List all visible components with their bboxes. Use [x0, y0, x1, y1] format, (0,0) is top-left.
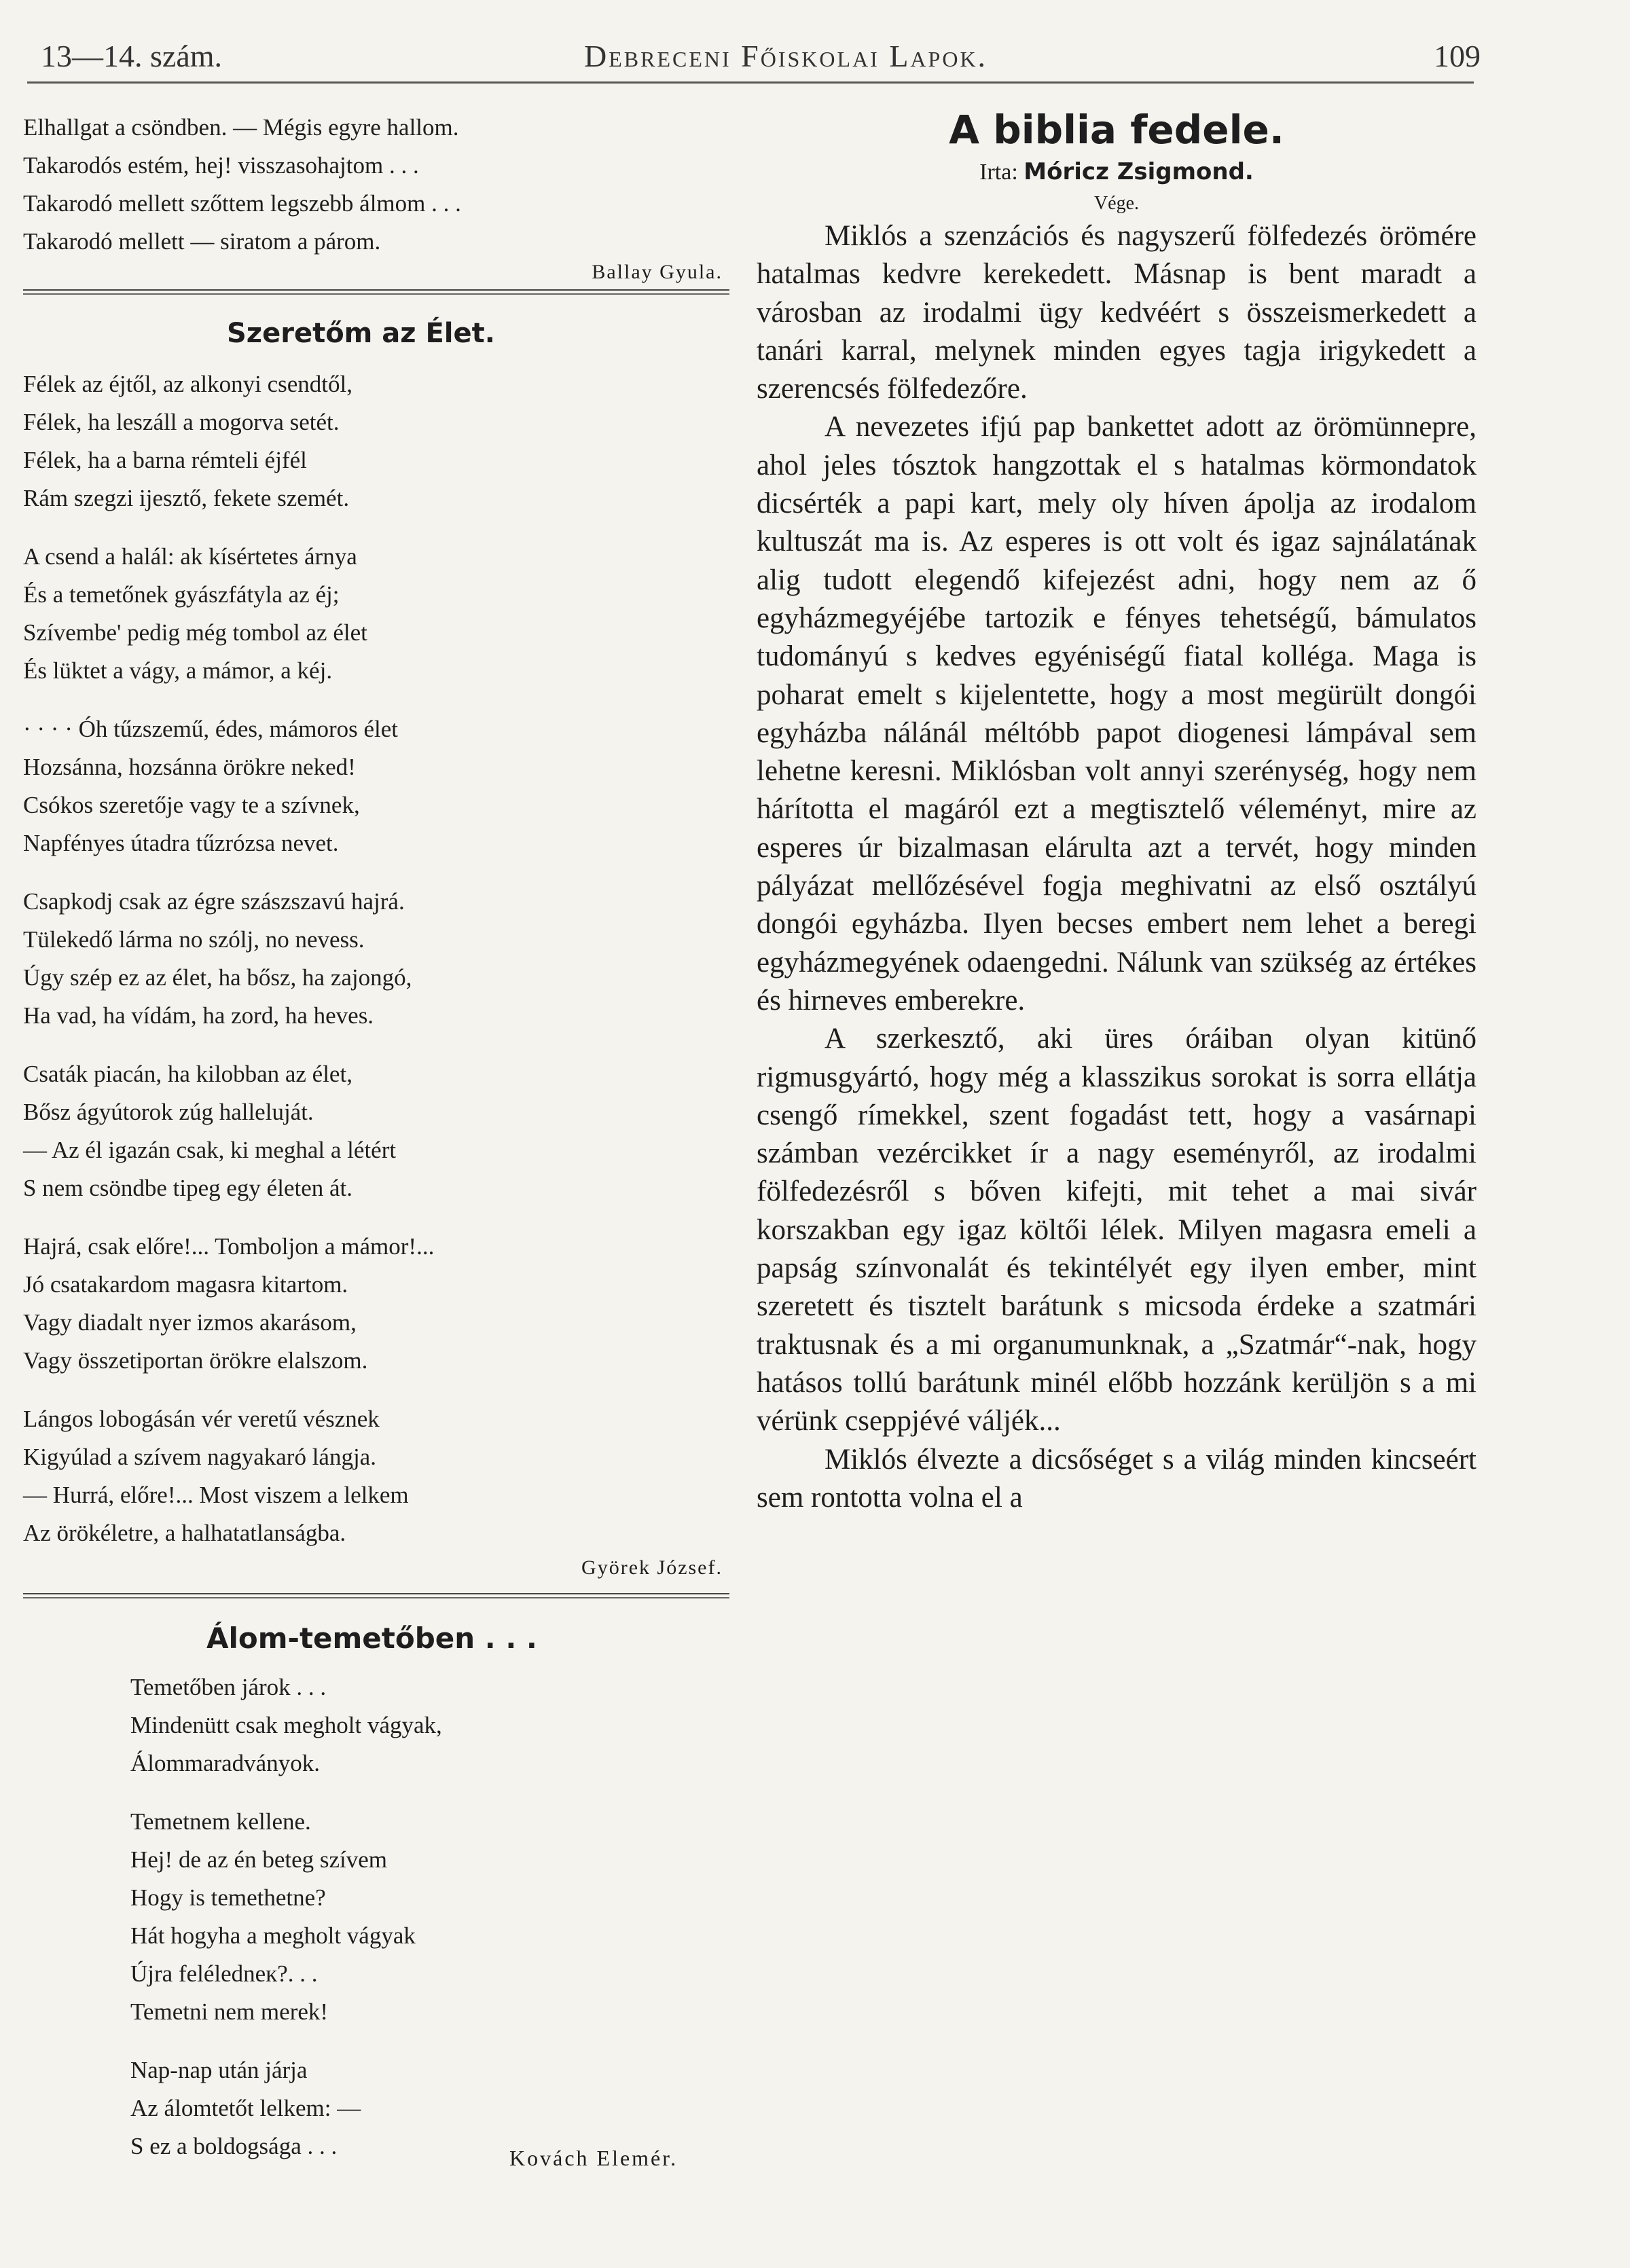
page-header [41, 38, 1481, 79]
poem-alom-temetoben [23, 1622, 729, 2165]
poem-line: Rám szegzi ijesztő, fekete szemét. [23, 485, 350, 511]
poem-line: Hajrá, csak előre!... Tomboljon a mámor!... [23, 1233, 435, 1260]
poem-line: Vagy összetiportan örökre elalszom. [23, 1347, 368, 1374]
poem-fragment [23, 109, 729, 295]
poem-line: Temetnem kellene. [130, 1808, 311, 1835]
article-title: A biblia fedele. [949, 107, 1284, 153]
poem-line: Kigyúlad a szívem nagyakaró lángja. [23, 1444, 376, 1470]
poem-stanza [23, 1228, 729, 1380]
poem-line: Az álomtetőt lelkem: — [130, 2095, 361, 2121]
left-column [23, 109, 729, 2186]
poem-stanza [23, 883, 729, 1035]
article-paragraph: Miklós a szenzációs és nagyszerű fölfedezés örömére hatalmas kedvre kerekedett. Másnap is bent maradt a városban az irodalmi ügy kedvéért s összeismerkedett a tanári karral, melynek minden egyes tagja irigykedett a szerencsés fölfedezőre. [757, 220, 1477, 405]
poem-title: Álom-temetőben . . . [206, 1622, 537, 1655]
poem-line: Hogy is temethetne? [130, 1884, 326, 1911]
poem-line: Temetni nem merek! [130, 1998, 329, 2025]
right-column [757, 105, 1477, 1517]
poem-szeretom [23, 318, 729, 1598]
poem-stanza [23, 710, 729, 862]
page-number: 109 [1434, 39, 1481, 73]
header-rule [27, 81, 1474, 84]
poem-line: Félek, ha a barna rémteli éjfél [23, 447, 307, 473]
article-byline [757, 154, 1477, 190]
poem-line: — Az él igazán csak, ki meghal a létért [23, 1137, 397, 1163]
poem-line: Csapkodj csak az égre szászszavú hajrá. [23, 888, 405, 915]
poem-line: Bősz ágyútorok zúg halleluját. [23, 1099, 314, 1125]
poem-line: Csókos szeretője vagy te a szívnek, [23, 792, 360, 818]
poem-line: És a temetőnek gyászfátyla az éj; [23, 581, 340, 608]
poem-line: Csaták piacán, ha kilobban az élet, [23, 1061, 352, 1087]
poem-line: · · · · Óh tűzszemű, édes, mámoros élet [23, 716, 399, 742]
issue-number: 13—14. szám. [41, 39, 223, 73]
section-divider [23, 1597, 729, 1598]
poem-line: — Hurrá, előre!... Most viszem a lelkem [23, 1482, 409, 1508]
poem-line: Hát hogyha a megholt vágyak [130, 1922, 416, 1949]
poem-line: Tülekedő lárma no szólj, no nevess. [23, 926, 365, 953]
poem-stanza [130, 1803, 729, 2031]
poem-line: Takarodó mellett — siratom a párom. [23, 228, 381, 255]
poem-author: Ballay Gyula. [592, 261, 723, 283]
section-divider [23, 289, 729, 291]
section-divider [23, 1593, 729, 1594]
article-paragraph: A nevezetes ifjú pap bankettet adott az örömünnepre, ahol jeles tósztok hangzottak el s hatalmas körmondatok dicsérték a papi kart, mely oly híven ápolja az irodalom kultuszát ma is. Az esperes is ott volt és igaz sajnálatának alig tudott elegendő kifejezést adni, hogy nem az ő egyházmegyéjébe tartozik e fényes tehetségű, bámulatos tudományú s kedves egyéniségű fiatal kolléga. Maga is poharat emelt s kijelentette, hogy a most megürült dongói egyházba nálánál méltóbb papot diogenesi lámpával sem lehetne keresni. Miklósban volt annyi szerénység, hogy nem hárította el magáról ezt a megtisztelő véleményt, mire az esperes úr bizalmasan elárulta azt a tervét, hogy minden pályázat mellőzésével fogja meghivatni az első osztályú dongói egyházba. Ilyen becses embert nem lehet a beregi egyházmegyének odaengedni. Nálunk van szükség az értékes és hirneves emberekre. [757, 411, 1477, 1017]
poem-line: Újra feléledneк?. . . [130, 1960, 318, 1987]
poem-line: Hej! de az én beteg szívem [130, 1846, 388, 1873]
poem-line: Úgy szép ez az élet, ha bősz, ha zajongó, [23, 964, 412, 991]
poem-line: Takarodós estém, hej! visszasohajtom . . . [23, 152, 419, 179]
poem-line: Szívembe' pedig még tombol az élet [23, 619, 367, 646]
poem-line: S ez a boldogsága . . . [130, 2133, 338, 2159]
poem-line: Jó csatakardom magasra kitartom. [23, 1271, 348, 1298]
poem-author: Györek József. [581, 1556, 723, 1579]
poem-line: Hozsánna, hozsánna örökre neked! [23, 754, 356, 780]
poem-line: Napfényes útadra tűzrózsa nevet. [23, 830, 339, 856]
poem-line: Nap-nap után járja [130, 2057, 308, 2083]
poem-line: Félek, ha leszáll a mogorva setét. [23, 409, 340, 435]
poem-line: Vagy diadalt nyer izmos akarásom, [23, 1309, 357, 1336]
poem-stanza [23, 1400, 729, 1552]
poem-stanza [130, 1668, 729, 1782]
poem-line: A csend a halál: ak kísértetes árnya [23, 543, 357, 570]
poem-line: S nem csöndbe tipeg egy életen át. [23, 1175, 352, 1201]
poem-line: Elhallgat a csöndben. — Mégis egyre hallom. [23, 114, 459, 141]
poem-line: Lángos lobogásán vér veretű vésznek [23, 1406, 380, 1432]
poem-line: És lüktet a vágy, a mámor, a kéj. [23, 657, 333, 684]
byline-author: Móricz Zsigmond. [1024, 158, 1254, 185]
article-body [757, 217, 1477, 1517]
article-note: Vége. [1093, 193, 1140, 214]
poem-line: Temetőben járok . . . [130, 1674, 327, 1700]
poem-line: Félek az éjtől, az alkonyi csendtől, [23, 371, 352, 397]
poem-stanza [23, 1055, 729, 1207]
poem-line: Mindenütt csak megholt vágyak, [130, 1712, 442, 1738]
poem-body [23, 1668, 729, 2165]
poem-line: Takarodó mellett szőttem legszebb álmom . . . [23, 190, 461, 217]
poem-line: Álommaradványok. [130, 1750, 320, 1776]
section-divider [23, 293, 729, 295]
journal-title: Debreceni Főiskolai Lapok. [584, 39, 988, 73]
article-paragraph: Miklós élvezte a dicsőséget s a világ minden kincseért sem rontotta volna el a [757, 1443, 1477, 1514]
poem-line: Az örökéletre, a halhatatlanságba. [23, 1520, 346, 1546]
byline-prefix: Irta: [979, 160, 1018, 185]
poem-author: Kovách Elemér. [509, 2146, 678, 2170]
article-paragraph: A szerkesztő, aki üres óráiban olyan kitünő rigmusgyártó, hogy még a klasszikus sorokat is sorra ellátja csengő rímekkel, szent fogadást tett, hogy a vasárnapi számban vezércikket ír a nagy eseményről, az irodalmi fölfedezésről s bőven kifejti, mit tehet a mai sivár korszakban egy igaz költői lélek. Milyen magasra emeli a papság színvonalát és tekintélyét egy ilyen ember, mint szeretett és tisztelt barátunk s micsoda érdeke a szatmári traktusnak és a mi organumunknak, a „Szatmár“-nak, hogy hatásos tollú barátunk minél előbb hozzánk kerüljön s a mi vérünk cseppjévé váljék... [757, 1023, 1477, 1438]
poem-line: Ha vad, ha vídám, ha zord, ha heves. [23, 1002, 374, 1029]
poem-title: Szeretőm az Élet. [227, 318, 495, 349]
poem-stanza [23, 365, 729, 517]
poem-stanza [23, 538, 729, 690]
